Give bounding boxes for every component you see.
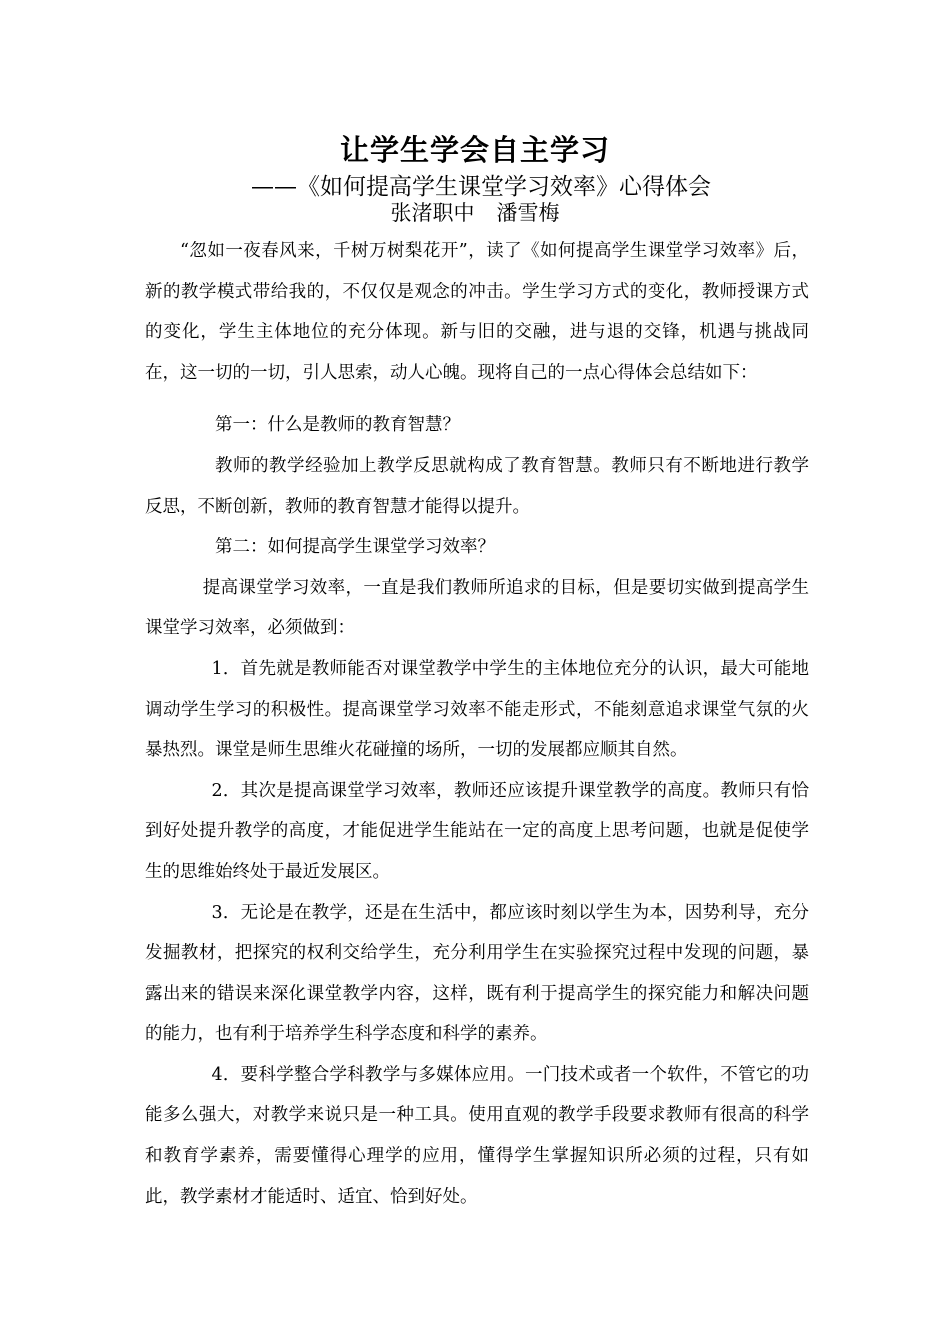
list-item-1: 1．首先就是教师能否对课堂教学中学生的主体地位充分的认识，最大可能地调动学生学习的积极性。提高课堂学习效率不能走形式，不能刻意追求课堂气氛的火暴热烈。课堂是师生思维火花碰撞的场所，一切的发展都应顺其自然。	[145, 658, 809, 761]
list-item-2: 2．其次是提高课堂学习效率，教师还应该提升课堂教学的高度。教师只有恰到好处提升教学的高度，才能促进学生能站在一定的高度上思考问题，也就是促使学生的思维始终处于最近发展区。	[145, 780, 809, 882]
author-line	[0, 199, 950, 227]
intro-paragraph: “忽如一夜春风来，千树万树梨花开”，读了《如何提高学生课堂学习效率》后，新的教学模式带给我的，不仅仅是观念的冲击。学生学习方式的变化，教师授课方式的变化，学生主体地位的充分体现。新与旧的交融，进与退的交锋，机遇与挑战同在，这一切的一切，引人思索，动人心魄。现将自己的一点心得体会总结如下：	[145, 241, 809, 383]
author-name: 潘雪梅	[496, 201, 560, 225]
section-heading-2: 第二：如何提高学生课堂学习效率？	[215, 537, 495, 558]
document-body	[145, 231, 809, 1217]
body-paragraph: 提高课堂学习效率，一直是我们教师所追求的目标，但是要切实做到提高学生课堂学习效率，必须做到：	[145, 577, 809, 639]
list-item-3: 3．无论是在教学，还是在生活中，都应该时刻以学生为本，因势利导，充分发掘教材，把探究的权利交给学生，充分利用学生在实验探究过程中发现的问题，暴露出来的错误来深化课堂教学内容，这样，既有利于提高学生的探究能力和解决问题的能力，也有利于培养学生科学态度和科学的素养。	[145, 902, 809, 1045]
document-title: 让学生学会自主学习	[339, 133, 610, 167]
section-heading-1: 第一：什么是教师的教育智慧？	[215, 415, 460, 436]
body-paragraph: 教师的教学经验加上教学反思就构成了教育智慧。教师只有不断地进行教学反思，不断创新，教师的教育智慧才能得以提升。	[145, 455, 809, 517]
author-school: 张渚职中	[390, 201, 475, 225]
document-subtitle: ——《如何提高学生课堂学习效率》心得体会	[251, 174, 711, 200]
list-item-4: 4．要科学整合学科教学与多媒体应用。一门技术或者一个软件，不管它的功能多么强大，对教学来说只是一种工具。使用直观的教学手段要求教师有很高的科学和教育学素养，需要懂得心理学的应用，懂得学生掌握知识所必须的过程，只有如此，教学素材才能适时、适宜、恰到好处。	[145, 1064, 809, 1207]
